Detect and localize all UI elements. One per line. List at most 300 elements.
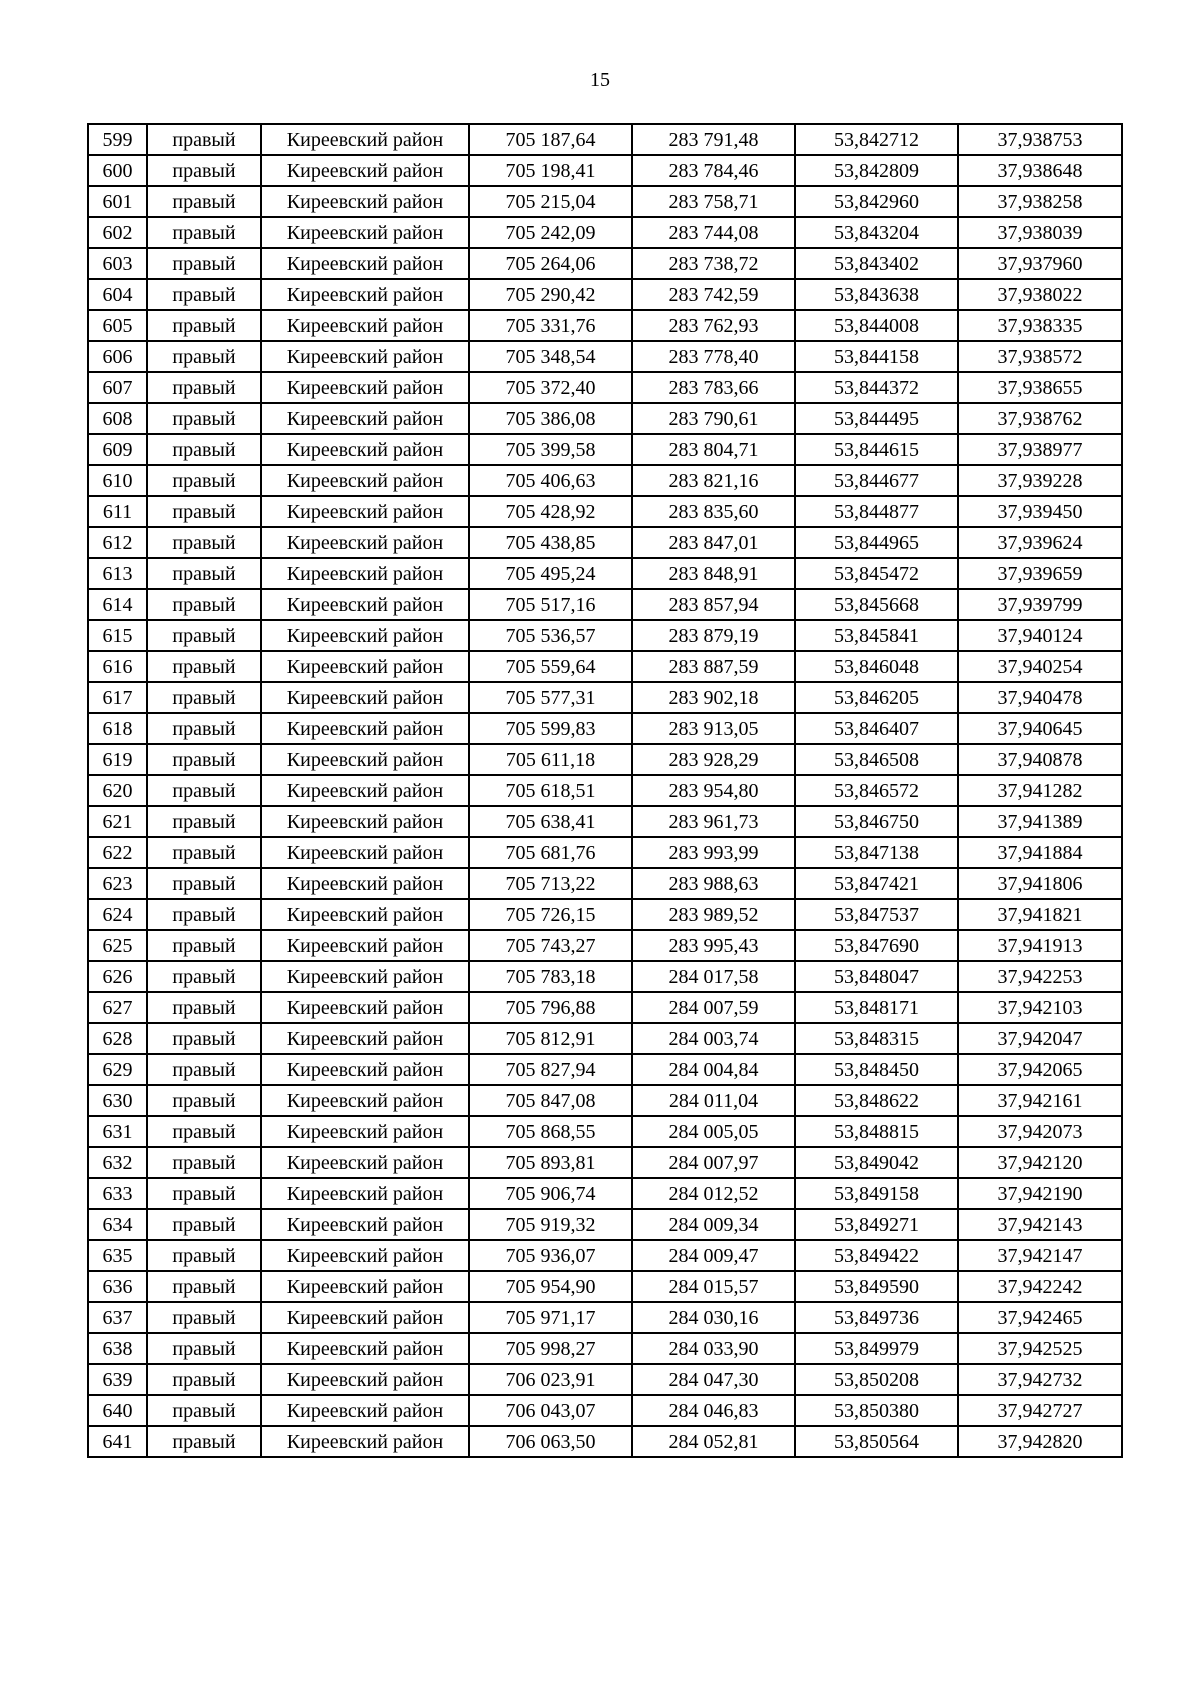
x-coordinate-cell: 706 023,91 (469, 1364, 632, 1395)
longitude-cell: 37,942147 (958, 1240, 1122, 1271)
longitude-cell: 37,942242 (958, 1271, 1122, 1302)
point-number-cell: 635 (88, 1240, 147, 1271)
point-number-cell: 618 (88, 713, 147, 744)
side-cell: правый (147, 496, 261, 527)
table-row (88, 248, 1122, 279)
latitude-cell: 53,848171 (795, 992, 958, 1023)
district-cell: Киреевский район (261, 1023, 469, 1054)
district-cell: Киреевский район (261, 341, 469, 372)
side-cell: правый (147, 341, 261, 372)
table-row (88, 1395, 1122, 1426)
table-row (88, 744, 1122, 775)
longitude-cell: 37,941282 (958, 775, 1122, 806)
latitude-cell: 53,849736 (795, 1302, 958, 1333)
latitude-cell: 53,848315 (795, 1023, 958, 1054)
x-coordinate-cell: 705 893,81 (469, 1147, 632, 1178)
district-cell: Киреевский район (261, 186, 469, 217)
y-coordinate-cell: 283 791,48 (632, 124, 795, 155)
latitude-cell: 53,847537 (795, 899, 958, 930)
y-coordinate-cell: 284 007,97 (632, 1147, 795, 1178)
side-cell: правый (147, 930, 261, 961)
latitude-cell: 53,844495 (795, 403, 958, 434)
y-coordinate-cell: 283 857,94 (632, 589, 795, 620)
y-coordinate-cell: 283 993,99 (632, 837, 795, 868)
point-number-cell: 630 (88, 1085, 147, 1116)
table-row (88, 279, 1122, 310)
longitude-cell: 37,938039 (958, 217, 1122, 248)
x-coordinate-cell: 705 331,76 (469, 310, 632, 341)
district-cell: Киреевский район (261, 899, 469, 930)
table-row (88, 465, 1122, 496)
y-coordinate-cell: 284 009,47 (632, 1240, 795, 1271)
point-number-cell: 613 (88, 558, 147, 589)
point-number-cell: 603 (88, 248, 147, 279)
side-cell: правый (147, 775, 261, 806)
side-cell: правый (147, 155, 261, 186)
district-cell: Киреевский район (261, 155, 469, 186)
table-row (88, 868, 1122, 899)
x-coordinate-cell: 705 264,06 (469, 248, 632, 279)
y-coordinate-cell: 284 009,34 (632, 1209, 795, 1240)
y-coordinate-cell: 284 030,16 (632, 1302, 795, 1333)
longitude-cell: 37,939624 (958, 527, 1122, 558)
latitude-cell: 53,848450 (795, 1054, 958, 1085)
latitude-cell: 53,846750 (795, 806, 958, 837)
latitude-cell: 53,846572 (795, 775, 958, 806)
latitude-cell: 53,843638 (795, 279, 958, 310)
side-cell: правый (147, 465, 261, 496)
district-cell: Киреевский район (261, 1364, 469, 1395)
table-row (88, 1240, 1122, 1271)
y-coordinate-cell: 283 913,05 (632, 713, 795, 744)
x-coordinate-cell: 705 242,09 (469, 217, 632, 248)
side-cell: правый (147, 744, 261, 775)
x-coordinate-cell: 705 536,57 (469, 620, 632, 651)
district-cell: Киреевский район (261, 403, 469, 434)
latitude-cell: 53,848047 (795, 961, 958, 992)
y-coordinate-cell: 283 762,93 (632, 310, 795, 341)
longitude-cell: 37,938022 (958, 279, 1122, 310)
district-cell: Киреевский район (261, 434, 469, 465)
x-coordinate-cell: 705 495,24 (469, 558, 632, 589)
table-row (88, 1023, 1122, 1054)
point-number-cell: 622 (88, 837, 147, 868)
table-row (88, 651, 1122, 682)
x-coordinate-cell: 705 428,92 (469, 496, 632, 527)
point-number-cell: 608 (88, 403, 147, 434)
longitude-cell: 37,942253 (958, 961, 1122, 992)
table-row (88, 1364, 1122, 1395)
y-coordinate-cell: 283 784,46 (632, 155, 795, 186)
x-coordinate-cell: 705 372,40 (469, 372, 632, 403)
latitude-cell: 53,842712 (795, 124, 958, 155)
longitude-cell: 37,942525 (958, 1333, 1122, 1364)
side-cell: правый (147, 1054, 261, 1085)
district-cell: Киреевский район (261, 1240, 469, 1271)
point-number-cell: 617 (88, 682, 147, 713)
district-cell: Киреевский район (261, 124, 469, 155)
side-cell: правый (147, 1023, 261, 1054)
y-coordinate-cell: 283 778,40 (632, 341, 795, 372)
point-number-cell: 636 (88, 1271, 147, 1302)
y-coordinate-cell: 283 988,63 (632, 868, 795, 899)
y-coordinate-cell: 283 879,19 (632, 620, 795, 651)
side-cell: правый (147, 310, 261, 341)
latitude-cell: 53,844372 (795, 372, 958, 403)
latitude-cell: 53,849979 (795, 1333, 958, 1364)
table-row (88, 1426, 1122, 1457)
point-number-cell: 621 (88, 806, 147, 837)
longitude-cell: 37,941884 (958, 837, 1122, 868)
x-coordinate-cell: 705 971,17 (469, 1302, 632, 1333)
x-coordinate-cell: 705 906,74 (469, 1178, 632, 1209)
district-cell: Киреевский район (261, 713, 469, 744)
latitude-cell: 53,842809 (795, 155, 958, 186)
longitude-cell: 37,940878 (958, 744, 1122, 775)
x-coordinate-cell: 705 919,32 (469, 1209, 632, 1240)
point-number-cell: 625 (88, 930, 147, 961)
district-cell: Киреевский район (261, 496, 469, 527)
x-coordinate-cell: 705 517,16 (469, 589, 632, 620)
longitude-cell: 37,941913 (958, 930, 1122, 961)
longitude-cell: 37,938258 (958, 186, 1122, 217)
point-number-cell: 605 (88, 310, 147, 341)
y-coordinate-cell: 283 928,29 (632, 744, 795, 775)
latitude-cell: 53,848622 (795, 1085, 958, 1116)
latitude-cell: 53,845472 (795, 558, 958, 589)
side-cell: правый (147, 806, 261, 837)
longitude-cell: 37,942727 (958, 1395, 1122, 1426)
table-row (88, 341, 1122, 372)
point-number-cell: 601 (88, 186, 147, 217)
longitude-cell: 37,941821 (958, 899, 1122, 930)
table-row (88, 1302, 1122, 1333)
district-cell: Киреевский район (261, 1302, 469, 1333)
point-number-cell: 615 (88, 620, 147, 651)
y-coordinate-cell: 284 015,57 (632, 1271, 795, 1302)
x-coordinate-cell: 705 618,51 (469, 775, 632, 806)
longitude-cell: 37,941389 (958, 806, 1122, 837)
district-cell: Киреевский район (261, 837, 469, 868)
x-coordinate-cell: 705 290,42 (469, 279, 632, 310)
y-coordinate-cell: 284 004,84 (632, 1054, 795, 1085)
point-number-cell: 602 (88, 217, 147, 248)
latitude-cell: 53,845841 (795, 620, 958, 651)
point-number-cell: 609 (88, 434, 147, 465)
longitude-cell: 37,942161 (958, 1085, 1122, 1116)
latitude-cell: 53,846048 (795, 651, 958, 682)
table-row (88, 713, 1122, 744)
longitude-cell: 37,938655 (958, 372, 1122, 403)
side-cell: правый (147, 186, 261, 217)
latitude-cell: 53,844677 (795, 465, 958, 496)
table-row (88, 1147, 1122, 1178)
district-cell: Киреевский район (261, 1054, 469, 1085)
district-cell: Киреевский район (261, 1426, 469, 1457)
point-number-cell: 614 (88, 589, 147, 620)
longitude-cell: 37,942047 (958, 1023, 1122, 1054)
longitude-cell: 37,938335 (958, 310, 1122, 341)
table-row (88, 930, 1122, 961)
table-row (88, 558, 1122, 589)
side-cell: правый (147, 961, 261, 992)
x-coordinate-cell: 706 063,50 (469, 1426, 632, 1457)
side-cell: правый (147, 868, 261, 899)
side-cell: правый (147, 1302, 261, 1333)
x-coordinate-cell: 705 559,64 (469, 651, 632, 682)
x-coordinate-cell: 705 348,54 (469, 341, 632, 372)
latitude-cell: 53,850380 (795, 1395, 958, 1426)
x-coordinate-cell: 705 936,07 (469, 1240, 632, 1271)
district-cell: Киреевский район (261, 1085, 469, 1116)
y-coordinate-cell: 283 995,43 (632, 930, 795, 961)
longitude-cell: 37,939799 (958, 589, 1122, 620)
latitude-cell: 53,847690 (795, 930, 958, 961)
district-cell: Киреевский район (261, 1333, 469, 1364)
x-coordinate-cell: 705 796,88 (469, 992, 632, 1023)
side-cell: правый (147, 1147, 261, 1178)
side-cell: правый (147, 434, 261, 465)
point-number-cell: 632 (88, 1147, 147, 1178)
longitude-cell: 37,942465 (958, 1302, 1122, 1333)
latitude-cell: 53,844615 (795, 434, 958, 465)
longitude-cell: 37,938977 (958, 434, 1122, 465)
point-number-cell: 620 (88, 775, 147, 806)
side-cell: правый (147, 248, 261, 279)
y-coordinate-cell: 283 848,91 (632, 558, 795, 589)
longitude-cell: 37,940124 (958, 620, 1122, 651)
y-coordinate-cell: 283 835,60 (632, 496, 795, 527)
latitude-cell: 53,850208 (795, 1364, 958, 1395)
y-coordinate-cell: 283 887,59 (632, 651, 795, 682)
y-coordinate-cell: 283 961,73 (632, 806, 795, 837)
y-coordinate-cell: 283 744,08 (632, 217, 795, 248)
district-cell: Киреевский район (261, 372, 469, 403)
table-row (88, 1209, 1122, 1240)
table-row (88, 496, 1122, 527)
longitude-cell: 37,937960 (958, 248, 1122, 279)
x-coordinate-cell: 706 043,07 (469, 1395, 632, 1426)
district-cell: Киреевский район (261, 682, 469, 713)
side-cell: правый (147, 1209, 261, 1240)
district-cell: Киреевский район (261, 527, 469, 558)
y-coordinate-cell: 284 012,52 (632, 1178, 795, 1209)
latitude-cell: 53,847138 (795, 837, 958, 868)
y-coordinate-cell: 283 954,80 (632, 775, 795, 806)
longitude-cell: 37,939450 (958, 496, 1122, 527)
district-cell: Киреевский район (261, 930, 469, 961)
side-cell: правый (147, 1395, 261, 1426)
y-coordinate-cell: 284 005,05 (632, 1116, 795, 1147)
district-cell: Киреевский район (261, 744, 469, 775)
point-number-cell: 628 (88, 1023, 147, 1054)
coordinates-table-body (88, 124, 1122, 1457)
table-row (88, 124, 1122, 155)
latitude-cell: 53,850564 (795, 1426, 958, 1457)
point-number-cell: 629 (88, 1054, 147, 1085)
latitude-cell: 53,844008 (795, 310, 958, 341)
latitude-cell: 53,849042 (795, 1147, 958, 1178)
point-number-cell: 627 (88, 992, 147, 1023)
side-cell: правый (147, 1271, 261, 1302)
x-coordinate-cell: 705 438,85 (469, 527, 632, 558)
y-coordinate-cell: 283 742,59 (632, 279, 795, 310)
y-coordinate-cell: 284 033,90 (632, 1333, 795, 1364)
y-coordinate-cell: 284 007,59 (632, 992, 795, 1023)
table-row (88, 186, 1122, 217)
x-coordinate-cell: 705 998,27 (469, 1333, 632, 1364)
latitude-cell: 53,842960 (795, 186, 958, 217)
latitude-cell: 53,844877 (795, 496, 958, 527)
table-row (88, 217, 1122, 248)
y-coordinate-cell: 283 738,72 (632, 248, 795, 279)
latitude-cell: 53,844965 (795, 527, 958, 558)
point-number-cell: 606 (88, 341, 147, 372)
district-cell: Киреевский район (261, 1395, 469, 1426)
longitude-cell: 37,942073 (958, 1116, 1122, 1147)
district-cell: Киреевский район (261, 961, 469, 992)
district-cell: Киреевский район (261, 279, 469, 310)
x-coordinate-cell: 705 406,63 (469, 465, 632, 496)
table-row (88, 1333, 1122, 1364)
district-cell: Киреевский район (261, 651, 469, 682)
table-row (88, 1271, 1122, 1302)
y-coordinate-cell: 284 046,83 (632, 1395, 795, 1426)
district-cell: Киреевский район (261, 310, 469, 341)
page-number: 15 (590, 69, 610, 91)
point-number-cell: 619 (88, 744, 147, 775)
y-coordinate-cell: 283 804,71 (632, 434, 795, 465)
y-coordinate-cell: 283 989,52 (632, 899, 795, 930)
x-coordinate-cell: 705 783,18 (469, 961, 632, 992)
table-row (88, 155, 1122, 186)
coordinates-table (87, 123, 1123, 1458)
point-number-cell: 624 (88, 899, 147, 930)
side-cell: правый (147, 527, 261, 558)
latitude-cell: 53,845668 (795, 589, 958, 620)
side-cell: правый (147, 1426, 261, 1457)
side-cell: правый (147, 1364, 261, 1395)
y-coordinate-cell: 284 011,04 (632, 1085, 795, 1116)
side-cell: правый (147, 1333, 261, 1364)
side-cell: правый (147, 1178, 261, 1209)
point-number-cell: 616 (88, 651, 147, 682)
longitude-cell: 37,942820 (958, 1426, 1122, 1457)
longitude-cell: 37,940645 (958, 713, 1122, 744)
side-cell: правый (147, 620, 261, 651)
latitude-cell: 53,849158 (795, 1178, 958, 1209)
latitude-cell: 53,849422 (795, 1240, 958, 1271)
y-coordinate-cell: 284 052,81 (632, 1426, 795, 1457)
point-number-cell: 631 (88, 1116, 147, 1147)
x-coordinate-cell: 705 954,90 (469, 1271, 632, 1302)
x-coordinate-cell: 705 611,18 (469, 744, 632, 775)
district-cell: Киреевский район (261, 217, 469, 248)
district-cell: Киреевский район (261, 1209, 469, 1240)
y-coordinate-cell: 283 783,66 (632, 372, 795, 403)
x-coordinate-cell: 705 713,22 (469, 868, 632, 899)
y-coordinate-cell: 283 790,61 (632, 403, 795, 434)
point-number-cell: 612 (88, 527, 147, 558)
table-row (88, 434, 1122, 465)
side-cell: правый (147, 899, 261, 930)
longitude-cell: 37,942120 (958, 1147, 1122, 1178)
side-cell: правый (147, 837, 261, 868)
district-cell: Киреевский район (261, 775, 469, 806)
district-cell: Киреевский район (261, 620, 469, 651)
point-number-cell: 639 (88, 1364, 147, 1395)
table-row (88, 1085, 1122, 1116)
longitude-cell: 37,939659 (958, 558, 1122, 589)
point-number-cell: 634 (88, 1209, 147, 1240)
x-coordinate-cell: 705 215,04 (469, 186, 632, 217)
table-row (88, 1054, 1122, 1085)
x-coordinate-cell: 705 726,15 (469, 899, 632, 930)
point-number-cell: 640 (88, 1395, 147, 1426)
table-row (88, 992, 1122, 1023)
longitude-cell: 37,938572 (958, 341, 1122, 372)
x-coordinate-cell: 705 187,64 (469, 124, 632, 155)
side-cell: правый (147, 1116, 261, 1147)
point-number-cell: 638 (88, 1333, 147, 1364)
side-cell: правый (147, 992, 261, 1023)
longitude-cell: 37,942190 (958, 1178, 1122, 1209)
longitude-cell: 37,942065 (958, 1054, 1122, 1085)
point-number-cell: 641 (88, 1426, 147, 1457)
table-row (88, 775, 1122, 806)
y-coordinate-cell: 283 847,01 (632, 527, 795, 558)
table-row (88, 837, 1122, 868)
district-cell: Киреевский район (261, 1147, 469, 1178)
y-coordinate-cell: 283 821,16 (632, 465, 795, 496)
district-cell: Киреевский район (261, 1178, 469, 1209)
x-coordinate-cell: 705 198,41 (469, 155, 632, 186)
table-row (88, 403, 1122, 434)
table-row (88, 899, 1122, 930)
district-cell: Киреевский район (261, 1271, 469, 1302)
longitude-cell: 37,942143 (958, 1209, 1122, 1240)
longitude-cell: 37,938762 (958, 403, 1122, 434)
district-cell: Киреевский район (261, 558, 469, 589)
longitude-cell: 37,942732 (958, 1364, 1122, 1395)
latitude-cell: 53,848815 (795, 1116, 958, 1147)
point-number-cell: 604 (88, 279, 147, 310)
side-cell: правый (147, 1240, 261, 1271)
district-cell: Киреевский район (261, 868, 469, 899)
table-row (88, 1178, 1122, 1209)
point-number-cell: 600 (88, 155, 147, 186)
x-coordinate-cell: 705 681,76 (469, 837, 632, 868)
x-coordinate-cell: 705 577,31 (469, 682, 632, 713)
point-number-cell: 637 (88, 1302, 147, 1333)
y-coordinate-cell: 284 003,74 (632, 1023, 795, 1054)
latitude-cell: 53,843204 (795, 217, 958, 248)
point-number-cell: 633 (88, 1178, 147, 1209)
side-cell: правый (147, 217, 261, 248)
longitude-cell: 37,939228 (958, 465, 1122, 496)
table-row (88, 372, 1122, 403)
latitude-cell: 53,847421 (795, 868, 958, 899)
latitude-cell: 53,846407 (795, 713, 958, 744)
x-coordinate-cell: 705 386,08 (469, 403, 632, 434)
side-cell: правый (147, 1085, 261, 1116)
x-coordinate-cell: 705 599,83 (469, 713, 632, 744)
y-coordinate-cell: 283 758,71 (632, 186, 795, 217)
longitude-cell: 37,942103 (958, 992, 1122, 1023)
longitude-cell: 37,940254 (958, 651, 1122, 682)
x-coordinate-cell: 705 399,58 (469, 434, 632, 465)
side-cell: правый (147, 713, 261, 744)
